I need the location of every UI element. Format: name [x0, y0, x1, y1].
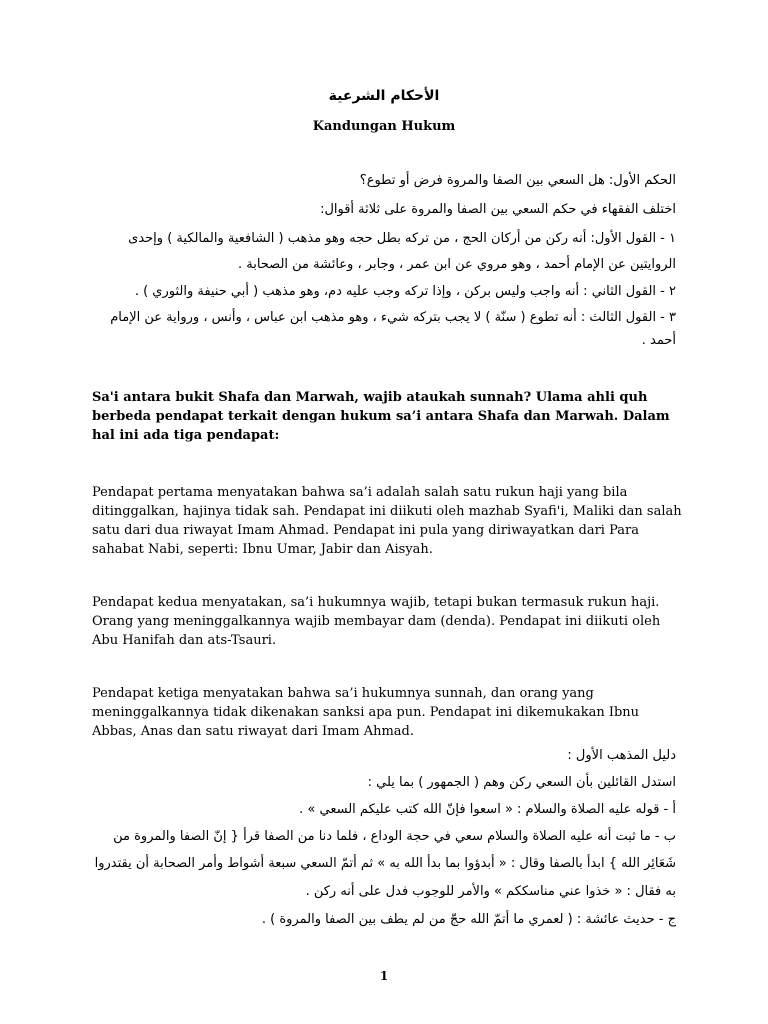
- arabic-line: شَعَائِر الله } ابدأ بالصفا وقال : « أبدؤوا بما بدأ الله به » ثم أتمّ السعي سبعة أشواط وأمر الصحابة أن يقتدروا: [94, 856, 676, 871]
- arabic-line: الروايتين عن الإمام أحمد ، وهو مروي عن ابن عمر ، وجابر ، وعائشة من الصحابة .: [237, 257, 676, 272]
- paragraph-third-opinion: Pendapat ketiga menyatakan bahwa sa’i hukumnya sunnah, dan orang yang meninggalkannya tidak dikenakan sanksi apa pun. Pendapat ini dikemukakan Ibnu Abbas, Anas dan satu riwayat dari Imam Ahmad.: [92, 686, 640, 739]
- arabic-line: أحمد .: [641, 333, 676, 348]
- arabic-title: الأحكام الشرعية: [328, 88, 440, 104]
- arabic-line: أ - قوله عليه الصلاة والسلام : « اسعوا فإنّ الله كتب عليكم السعي » .: [299, 802, 676, 817]
- arabic-line: اختلف الفقهاء في حكم السعي بين الصفا والمروة على ثلاثة أقوال:: [320, 202, 676, 217]
- arabic-line: ج - حديث عائشة : ( لعمري ما أتمّ الله حجّ من لم يطف بين الصفا والمروة ) .: [261, 912, 676, 927]
- arabic-line: ٢ - القول الثاني : أنه واجب وليس بركن ، وإذا تركه وجب عليه دم، وهو مذهب ( أبي حنيفة والثوري ) .: [134, 284, 676, 299]
- arabic-line: به فقال : « خذوا عني مناسككم » والأمر للوجوب فدل على أنه ركن .: [305, 884, 676, 899]
- arabic-line: ١ - القول الأول: أنه ركن من أركان الحج ، من تركه بطل حجه وهو مذهب ( الشافعية والمالكية ) وإحدى: [128, 231, 676, 246]
- paragraph-second-opinion: Pendapat kedua menyatakan, sa’i hukumnya wajib, tetapi bukan termasuk rukun haji. Orang yang meninggalkannya wajib membayar dam (denda). Pendapat ini diikuti oleh Abu Hanifah dan ats-Tsauri.: [92, 595, 661, 648]
- arabic-line: الحكم الأول: هل السعي بين الصفا والمروة فرض أو تطوع؟: [359, 173, 676, 188]
- arabic-line: ب - ما ثبت أنه عليه الصلاة والسلام سعي في حجة الوداع ، فلما دنا من الصفا قرأ { إنّ الصفا والمروة من: [113, 829, 676, 844]
- arabic-line: ٣ - القول الثالث : أنه تطوع ( سنّة ) لا يجب بتركه شيء ، وهو مذهب ابن عباس ، وأنس ، ورواية عن الإمام: [110, 310, 676, 325]
- paragraph-first-opinion: Pendapat pertama menyatakan bahwa sa’i adalah salah satu rukun haji yang bila ditinggalkan, hajinya tidak sah. Pendapat ini diikuti oleh mazhab Syafi'i, Maliki dan salah satu dari dua riwayat Imam Ahmad. Pendapat ini pula yang diriwayatkan dari Para sahabat Nabi, seperti: Ibnu Umar, Jabir dan Aisyah.: [92, 485, 682, 557]
- page-number: 1: [379, 969, 389, 983]
- arabic-line: دليل المذهب الأول :: [567, 748, 676, 763]
- indonesian-title: Kandungan Hukum: [312, 119, 456, 134]
- arabic-line: استدل القائلين بأن السعي ركن وهم ( الجمهور ) بما يلي :: [367, 775, 676, 790]
- intro-paragraph: Sa'i antara bukit Shafa dan Marwah, wajib ataukah sunnah? Ulama ahli quh berbeda pendapat terkait dengan hukum sa’i antara Shafa dan Marwah. Dalam hal ini ada tiga pendapat:: [92, 390, 670, 443]
